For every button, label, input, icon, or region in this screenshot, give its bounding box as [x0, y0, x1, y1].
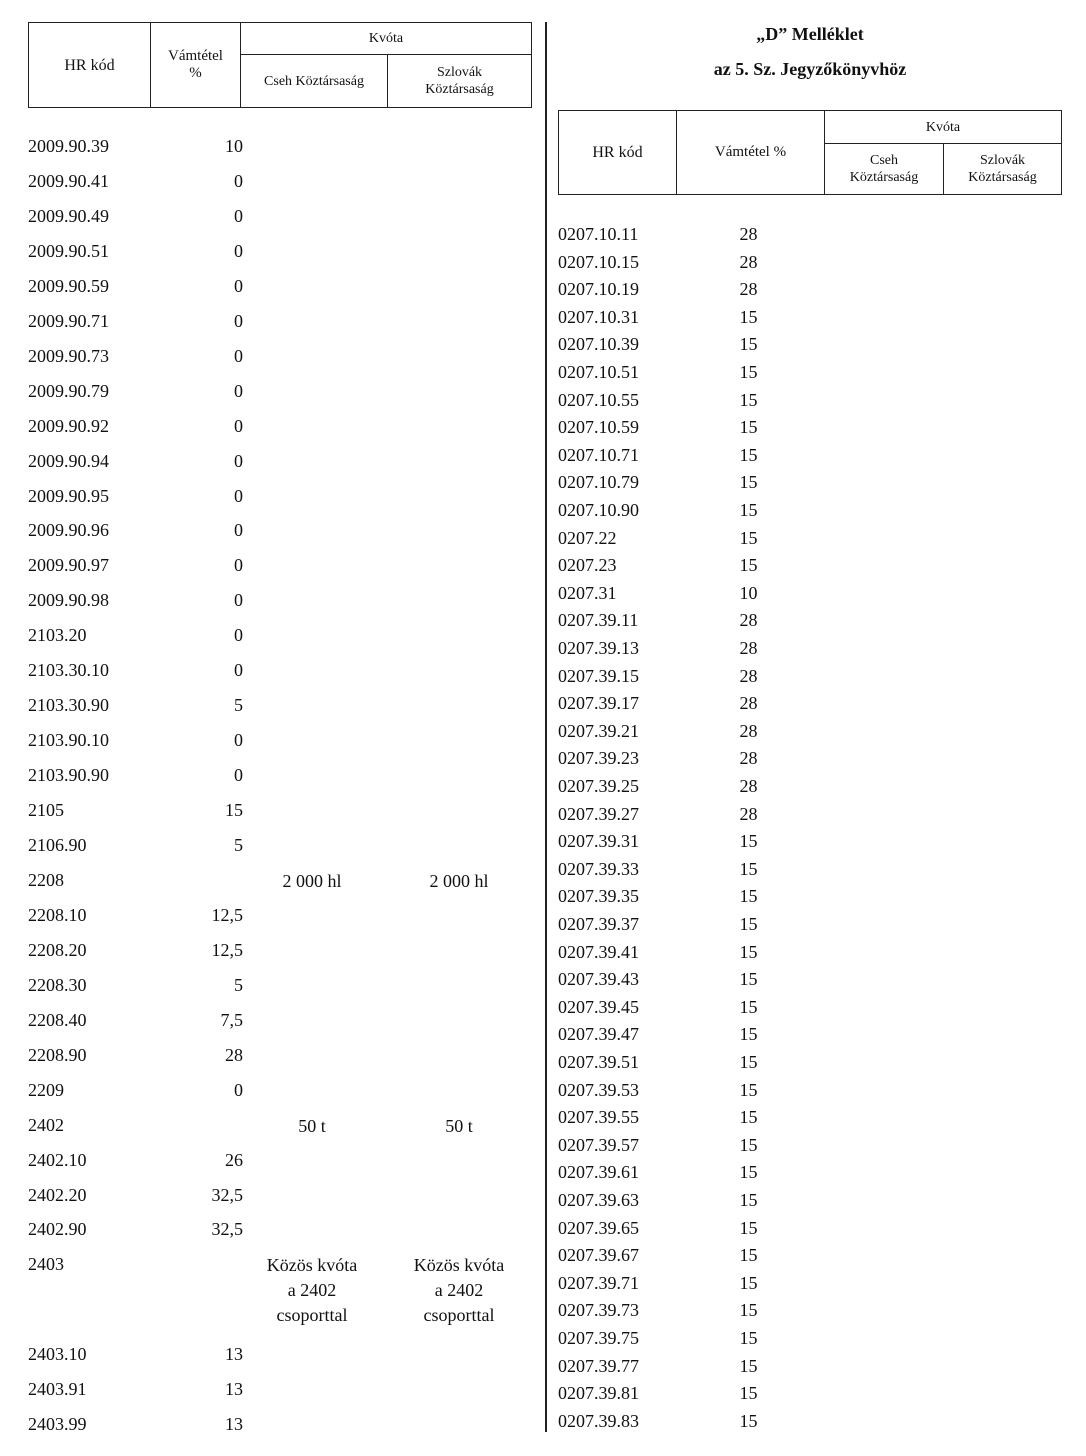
- duty-rate: 15: [739, 527, 758, 548]
- right-header-cseh-line1: Cseh: [870, 153, 898, 168]
- duty-rate: 0: [234, 660, 243, 681]
- duty-rate: 0: [234, 380, 243, 401]
- duty-rate: 0: [234, 590, 243, 611]
- hr-code: 2209: [28, 1079, 64, 1100]
- quota-line: Közös kvóta: [413, 1255, 505, 1276]
- duty-rate: 28: [739, 610, 758, 631]
- hr-code: 0207.39.17: [558, 693, 639, 714]
- hr-code: 2009.90.96: [28, 520, 109, 541]
- duty-rate: 15: [739, 941, 758, 962]
- duty-rate: 0: [234, 310, 243, 331]
- duty-rate: 0: [234, 730, 243, 751]
- duty-rate: 26: [225, 1149, 243, 1170]
- duty-rate: 28: [739, 748, 758, 769]
- hr-code: 0207.10.31: [558, 306, 639, 327]
- hr-code: 0207.39.51: [558, 1052, 639, 1072]
- duty-rate: 5: [234, 695, 243, 716]
- hr-code: 0207.39.13: [558, 638, 639, 658]
- duty-rate: 15: [739, 389, 758, 410]
- duty-rate: 15: [739, 1300, 758, 1321]
- hr-code: 0207.39.55: [558, 1107, 639, 1128]
- quota-line: 2 000 hl: [429, 870, 489, 891]
- hr-code: 2103.90.90: [28, 765, 109, 786]
- left-header-vamtetel-label: Vámtétel: [168, 48, 223, 64]
- hr-code: 2105: [28, 800, 64, 821]
- hr-code: 2009.90.94: [28, 450, 109, 471]
- hr-code: 2009.90.79: [28, 380, 109, 401]
- duty-rate: 13: [225, 1379, 243, 1400]
- hr-code: 0207.39.53: [558, 1079, 639, 1100]
- hr-code: 0207.39.43: [558, 969, 639, 990]
- duty-rate: 0: [234, 170, 243, 191]
- duty-rate: 32,5: [211, 1184, 243, 1205]
- duty-rate: 10: [739, 582, 758, 603]
- right-header-cseh-line2: Köztársaság: [849, 170, 919, 185]
- hr-code: 2009.90.97: [28, 555, 109, 576]
- hr-code: 2403.99: [28, 1414, 87, 1435]
- duty-rate: 0: [234, 765, 243, 786]
- hr-code: 0207.39.63: [558, 1190, 639, 1210]
- hr-code: 0207.39.61: [558, 1162, 639, 1183]
- quota-czech: [240, 1114, 384, 1139]
- hr-code: 2402.10: [28, 1149, 87, 1170]
- hr-code: 2403.10: [28, 1344, 87, 1365]
- duty-rate: 28: [739, 665, 758, 686]
- duty-rate: 0: [234, 1079, 243, 1100]
- left-header-hr-kod: HR kód: [29, 23, 151, 108]
- hr-code: 0207.39.71: [558, 1272, 639, 1293]
- duty-rate: 28: [739, 776, 758, 796]
- duty-rate: 7,5: [220, 1009, 243, 1030]
- right-header-szlovak-line1: Szlovák: [979, 153, 1026, 168]
- hr-code: 0207.39.27: [558, 803, 639, 824]
- hr-code: 0207.39.41: [558, 941, 639, 962]
- hr-code: 2009.90.92: [28, 415, 109, 436]
- hr-code: 2208.30: [28, 974, 87, 995]
- hr-code: 2009.90.49: [28, 205, 109, 226]
- right-rows: [558, 0, 1062, 1456]
- hr-code: 2103.20: [28, 625, 87, 646]
- hr-code: 2402: [28, 1114, 64, 1135]
- duty-rate: 15: [739, 969, 758, 990]
- hr-code: 0207.39.57: [558, 1134, 639, 1155]
- hr-code: 2402.20: [28, 1184, 87, 1205]
- hr-code: 2103.90.10: [28, 730, 109, 751]
- hr-code: 0207.39.65: [558, 1217, 639, 1238]
- duty-rate: 0: [234, 520, 243, 541]
- duty-rate: 28: [739, 279, 758, 300]
- duty-rate: 28: [739, 251, 758, 272]
- hr-code: 0207.39.37: [558, 914, 639, 934]
- column-divider: [545, 22, 547, 1432]
- hr-code: 2403.91: [28, 1379, 87, 1400]
- quota-line: a 2402: [434, 1280, 484, 1301]
- hr-code: 0207.22: [558, 527, 617, 548]
- duty-rate: 15: [739, 1410, 758, 1431]
- hr-code: 0207.10.71: [558, 444, 639, 465]
- hr-code: 2208.90: [28, 1044, 87, 1065]
- duty-rate: 15: [739, 1134, 758, 1155]
- left-rows: [28, 0, 532, 1456]
- hr-code: 0207.10.55: [558, 389, 639, 410]
- quota-line: 50 t: [298, 1115, 326, 1136]
- hr-code: 2009.90.59: [28, 275, 109, 296]
- duty-rate: 15: [739, 417, 758, 438]
- duty-rate: 0: [234, 555, 243, 576]
- hr-code: 2208.20: [28, 939, 87, 960]
- hr-code: 0207.10.51: [558, 362, 639, 382]
- quota-slovak: [386, 1114, 532, 1139]
- hr-code: 0207.10.11: [558, 224, 639, 244]
- hr-code: 0207.10.15: [558, 251, 639, 272]
- duty-rate: 15: [739, 1272, 758, 1293]
- hr-code: 0207.39.31: [558, 831, 639, 852]
- duty-rate: 13: [225, 1344, 243, 1365]
- duty-rate: 15: [739, 1245, 758, 1266]
- hr-code: 0207.39.47: [558, 1024, 639, 1045]
- duty-rate: 15: [739, 1079, 758, 1100]
- duty-rate: 0: [234, 205, 243, 226]
- right-header-kvota: Kvóta: [825, 111, 1062, 144]
- hr-code: 0207.39.81: [558, 1383, 639, 1404]
- duty-rate: 28: [739, 803, 758, 824]
- hr-code: 0207.10.59: [558, 417, 639, 438]
- hr-code: 0207.39.11: [558, 610, 639, 631]
- quota-czech: [240, 869, 384, 894]
- quota-line: Közös kvóta: [266, 1255, 358, 1276]
- hr-code: 2103.30.10: [28, 660, 109, 681]
- duty-rate: 0: [234, 415, 243, 436]
- duty-rate: 15: [739, 472, 758, 493]
- hr-code: 0207.39.15: [558, 665, 639, 686]
- annex-title: „D” Melléklet: [756, 24, 864, 44]
- duty-rate: 5: [234, 835, 243, 855]
- quota-line: csoporttal: [423, 1305, 495, 1326]
- hr-code: 2402.90: [28, 1219, 87, 1240]
- duty-rate: 15: [739, 996, 758, 1017]
- duty-rate: 28: [739, 720, 758, 741]
- duty-rate: 15: [739, 444, 758, 465]
- duty-rate: 15: [739, 914, 758, 934]
- duty-rate: 15: [739, 1190, 758, 1210]
- left-header-vamtetel-unit: %: [189, 65, 202, 81]
- hr-code: 0207.39.33: [558, 858, 639, 879]
- hr-code: 0207.39.25: [558, 776, 639, 796]
- duty-rate: 0: [234, 485, 243, 506]
- quota-line: csoporttal: [276, 1305, 348, 1326]
- hr-code: 2009.90.98: [28, 590, 109, 611]
- duty-rate: 15: [739, 334, 758, 355]
- quota-slovak: [386, 1253, 532, 1328]
- duty-rate: 15: [739, 500, 758, 520]
- hr-code: 2208.40: [28, 1009, 87, 1030]
- hr-code: 0207.10.39: [558, 334, 639, 355]
- duty-rate: 28: [739, 224, 758, 244]
- hr-code: 0207.39.77: [558, 1355, 639, 1376]
- duty-rate: 0: [234, 240, 243, 261]
- left-header-cseh: Cseh Köztársaság: [241, 55, 388, 108]
- right-header-hr-kod: HR kód: [559, 111, 677, 195]
- duty-rate: 15: [739, 831, 758, 852]
- duty-rate: 15: [739, 1162, 758, 1183]
- hr-code: 2403: [28, 1254, 64, 1275]
- hr-code: 2009.90.39: [28, 136, 109, 156]
- hr-code: 0207.39.75: [558, 1328, 639, 1348]
- duty-rate: 32,5: [211, 1219, 243, 1240]
- hr-code: 0207.10.90: [558, 500, 639, 520]
- right-header-vamtetel: Vámtétel %: [677, 111, 825, 195]
- quota-slovak: [386, 869, 532, 894]
- duty-rate: 15: [739, 1024, 758, 1045]
- hr-code: 0207.23: [558, 555, 617, 576]
- hr-code: 2009.90.73: [28, 345, 109, 366]
- hr-code: 2009.90.41: [28, 170, 109, 191]
- hr-code: 2208: [28, 869, 64, 890]
- duty-rate: 15: [739, 1052, 758, 1072]
- hr-code: 0207.39.23: [558, 748, 639, 769]
- duty-rate: 15: [739, 1355, 758, 1376]
- duty-rate: 15: [739, 1328, 758, 1348]
- hr-code: 2009.90.71: [28, 310, 109, 331]
- left-header-szlovak-line2: Köztársaság: [425, 82, 494, 97]
- quota-line: 50 t: [445, 1115, 473, 1136]
- duty-rate: 13: [225, 1414, 243, 1435]
- annex-subtitle: az 5. Sz. Jegyzőkönyvhöz: [713, 59, 907, 79]
- hr-code: 0207.10.19: [558, 279, 639, 300]
- quota-czech: [240, 1253, 384, 1328]
- duty-rate: 0: [234, 345, 243, 366]
- right-header-szlovak-line2: Köztársaság: [968, 170, 1037, 185]
- duty-rate: 28: [225, 1044, 243, 1065]
- hr-code: 2009.90.51: [28, 240, 109, 261]
- hr-code: 0207.39.83: [558, 1410, 639, 1431]
- hr-code: 0207.39.67: [558, 1245, 639, 1266]
- hr-code: 0207.39.45: [558, 996, 639, 1017]
- duty-rate: 0: [234, 450, 243, 471]
- duty-rate: 28: [739, 638, 758, 658]
- hr-code: 0207.39.21: [558, 720, 639, 741]
- left-header-szlovak-line1: Szlovák: [436, 65, 483, 80]
- hr-code: 0207.31: [558, 582, 617, 603]
- hr-code: 0207.39.73: [558, 1300, 639, 1321]
- duty-rate: 15: [739, 858, 758, 879]
- hr-code: 2103.30.90: [28, 695, 109, 716]
- duty-rate: 12,5: [211, 939, 243, 960]
- hr-code: 2009.90.95: [28, 485, 109, 506]
- duty-rate: 0: [234, 625, 243, 646]
- duty-rate: 12,5: [211, 904, 243, 925]
- duty-rate: 15: [739, 1107, 758, 1128]
- duty-rate: 10: [225, 136, 243, 156]
- hr-code: 0207.39.35: [558, 886, 639, 907]
- duty-rate: 0: [234, 275, 243, 296]
- left-header-kvota: Kvóta: [241, 23, 532, 55]
- hr-code: 2208.10: [28, 904, 87, 925]
- duty-rate: 15: [739, 555, 758, 576]
- quota-line: a 2402: [287, 1280, 337, 1301]
- duty-rate: 15: [739, 886, 758, 907]
- quota-line: 2 000 hl: [282, 870, 342, 891]
- duty-rate: 15: [739, 306, 758, 327]
- duty-rate: 28: [739, 693, 758, 714]
- duty-rate: 5: [234, 974, 243, 995]
- hr-code: 2106.90: [28, 835, 87, 855]
- duty-rate: 15: [739, 362, 758, 382]
- duty-rate: 15: [739, 1217, 758, 1238]
- hr-code: 0207.10.79: [558, 472, 639, 493]
- duty-rate: 15: [739, 1383, 758, 1404]
- duty-rate: 15: [225, 800, 243, 821]
